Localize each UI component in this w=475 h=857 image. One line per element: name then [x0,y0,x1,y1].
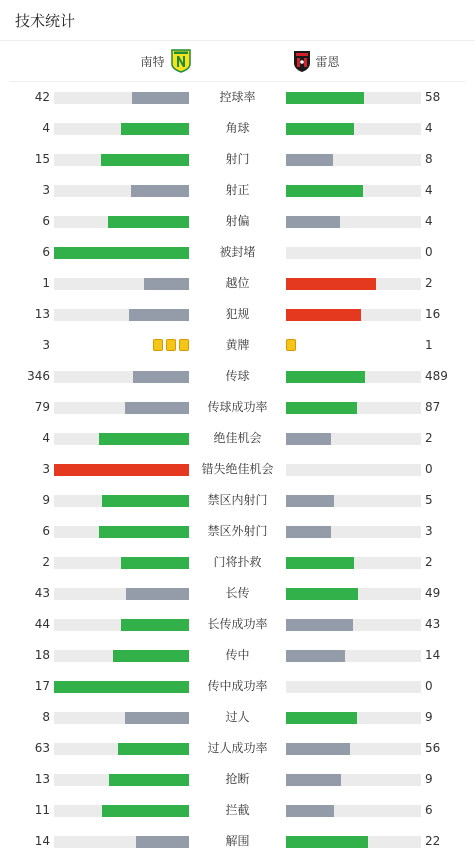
away-stat-value: 9 [425,710,433,724]
home-stat-value: 79 [34,400,50,414]
home-bar-track [54,743,189,755]
away-stat-value: 6 [425,803,433,817]
away-stat-value: 2 [425,276,433,290]
stat-label: 传球成功率 [207,400,268,414]
home-bar-track [54,402,189,414]
stat-row [0,609,475,640]
home-stat-value: 11 [34,803,50,817]
away-bar-track [286,681,421,693]
teams-header [10,41,465,82]
stat-row [0,733,475,764]
away-stat-value: 4 [425,121,433,135]
away-team[interactable] [292,41,340,81]
away-bar-track [286,619,421,631]
home-bar-fill [133,371,189,383]
home-stat-value: 63 [34,741,50,755]
home-bar-fill [121,557,189,569]
away-bar-track [286,92,421,104]
away-bar-track [286,805,421,817]
stat-label: 绝佳机会 [213,431,262,445]
home-bar-track [54,216,189,228]
home-stat-value: 17 [34,679,50,693]
home-bar-track [54,526,189,538]
home-bar-fill [101,154,189,166]
home-stat-value: 3 [42,338,50,352]
home-bar-fill [99,526,189,538]
home-bar-fill [144,278,189,290]
stat-row [0,175,475,206]
stat-label: 禁区外射门 [207,524,268,538]
home-bar-track [54,309,189,321]
home-bar-track [54,836,189,848]
away-stat-value: 49 [425,586,441,600]
home-stat-value: 13 [34,772,50,786]
home-stat-value: 4 [42,121,50,135]
away-bar-fill [286,154,333,166]
stat-row [0,547,475,578]
home-bar-track [54,123,189,135]
home-bar-track [54,278,189,290]
away-bar-fill [286,650,345,662]
stat-label: 越位 [225,276,250,290]
home-team[interactable] [140,41,190,81]
home-bar-track [54,774,189,786]
away-stat-value: 43 [425,617,441,631]
home-stat-value: 14 [34,834,50,848]
home-stat-value: 3 [42,462,50,476]
yellow-card-icon [153,339,163,351]
stat-row [0,361,475,392]
home-bar-fill [126,588,189,600]
away-bar-track [286,712,421,724]
away-team-name: 雷恩 [315,54,340,69]
stat-label: 角球 [225,121,250,135]
away-stat-value: 14 [425,648,441,662]
home-stat-value: 9 [42,493,50,507]
away-bar-track [286,743,421,755]
away-bar-fill [286,92,364,104]
home-stat-value: 6 [42,245,50,259]
home-yellow-cards [153,339,189,353]
home-stat-value: 346 [27,369,50,383]
stat-row [0,671,475,702]
home-bar-fill [54,247,189,259]
stat-label: 错失绝佳机会 [201,462,274,476]
home-bar-track [54,433,189,445]
home-bar-track [54,557,189,569]
stat-label: 黄牌 [225,338,250,352]
home-bar-fill [102,805,189,817]
home-bar-track [54,154,189,166]
home-bar-track [54,712,189,724]
home-stat-value: 44 [34,617,50,631]
away-stat-value: 87 [425,400,441,414]
away-bar-fill [286,216,340,228]
away-bar-fill [286,526,331,538]
stat-row [0,392,475,423]
home-bar-track [54,185,189,197]
home-bar-fill [102,495,189,507]
home-bar-fill [132,92,189,104]
away-bar-track [286,154,421,166]
stat-row [0,454,475,485]
away-bar-track [286,216,421,228]
home-stat-value: 13 [34,307,50,321]
home-bar-track [54,371,189,383]
away-bar-track [286,836,421,848]
stat-row [0,82,475,113]
home-bar-track [54,247,189,259]
stat-row [0,485,475,516]
away-bar-fill [286,619,353,631]
stat-row [0,237,475,268]
away-stat-value: 9 [425,772,433,786]
home-bar-track [54,92,189,104]
home-bar-fill [136,836,189,848]
stat-row [0,640,475,671]
away-stat-value: 1 [425,338,433,352]
away-stat-value: 58 [425,90,441,104]
stat-label: 传中 [225,648,250,662]
home-bar-fill [99,433,189,445]
yellow-card-icon [166,339,176,351]
away-bar-fill [286,402,357,414]
away-stat-value: 2 [425,431,433,445]
away-stat-value: 0 [425,245,433,259]
home-stat-value: 8 [42,710,50,724]
stat-row [0,826,475,857]
stat-row [0,795,475,826]
stat-row [0,144,475,175]
away-bar-fill [286,123,354,135]
stat-row [0,268,475,299]
away-stat-value: 4 [425,183,433,197]
home-stat-value: 3 [42,183,50,197]
away-bar-fill [286,495,334,507]
page-title: 技术统计 [15,11,76,30]
stat-label: 射偏 [225,214,250,228]
home-bar-fill [121,123,189,135]
stat-label: 门将扑救 [213,555,262,569]
away-bar-track [286,464,421,476]
stat-label: 射正 [225,183,250,197]
home-bar-track [54,619,189,631]
home-stat-value: 2 [42,555,50,569]
away-bar-fill [286,774,341,786]
away-bar-track [286,309,421,321]
away-bar-track [286,588,421,600]
away-stat-value: 56 [425,741,441,755]
home-stat-value: 6 [42,524,50,538]
home-bar-track [54,805,189,817]
away-stat-value: 0 [425,679,433,693]
away-bar-track [286,371,421,383]
home-bar-fill [113,650,189,662]
home-bar-track [54,464,189,476]
stat-label: 禁区内射门 [207,493,268,507]
away-bar-fill [286,805,334,817]
away-bar-track [286,774,421,786]
home-bar-fill [121,619,189,631]
stat-row [0,330,475,361]
home-team-name: 南特 [140,54,165,69]
home-bar-track [54,650,189,662]
stat-row [0,423,475,454]
stat-label: 过人成功率 [207,741,268,755]
away-bar-track [286,185,421,197]
stat-label: 解围 [225,834,250,848]
away-bar-fill [286,743,350,755]
away-stat-value: 22 [425,834,441,848]
away-bar-track [286,557,421,569]
away-stat-value: 2 [425,555,433,569]
stat-label: 传中成功率 [207,679,268,693]
away-stat-value: 0 [425,462,433,476]
home-stat-value: 43 [34,586,50,600]
away-bar-track [286,247,421,259]
yellow-card-icon [179,339,189,351]
away-bar-fill [286,309,361,321]
stat-row [0,516,475,547]
home-bar-fill [109,774,189,786]
home-bar-fill [129,309,189,321]
away-bar-track [286,650,421,662]
away-bar-track [286,495,421,507]
yellow-card-icon [286,339,296,351]
away-bar-fill [286,712,357,724]
home-bar-fill [118,743,189,755]
away-bar-fill [286,433,331,445]
home-stat-value: 4 [42,431,50,445]
stat-row [0,206,475,237]
home-stat-value: 1 [42,276,50,290]
away-bar-track [286,526,421,538]
stat-label: 抢断 [225,772,250,786]
away-bar-track [286,123,421,135]
stat-label: 传球 [225,369,250,383]
home-stat-value: 18 [34,648,50,662]
home-bar-track [54,495,189,507]
stat-row [0,578,475,609]
stat-label: 拦截 [225,803,250,817]
home-stat-value: 15 [34,152,50,166]
home-bar-fill [54,464,189,476]
away-stat-value: 489 [425,369,448,383]
rennes-crest-icon [292,49,312,73]
away-bar-fill [286,371,365,383]
away-bar-track [286,433,421,445]
home-bar-fill [131,185,189,197]
section-header [0,0,475,41]
stat-label: 过人 [225,710,250,724]
away-stat-value: 3 [425,524,433,538]
stat-label: 被封堵 [219,245,256,259]
away-yellow-cards [286,339,296,353]
stat-row [0,764,475,795]
stat-label: 犯规 [225,307,250,321]
stat-row [0,702,475,733]
stats-list [0,82,475,857]
stat-label: 射门 [225,152,250,166]
home-bar-fill [125,712,189,724]
home-bar-fill [108,216,189,228]
stat-label: 控球率 [219,90,256,104]
home-bar-track [54,588,189,600]
home-stat-value: 42 [34,90,50,104]
nantes-crest-icon [171,49,191,73]
home-bar-fill [54,681,189,693]
stat-row [0,299,475,330]
stat-row [0,113,475,144]
stat-label: 长传 [225,586,250,600]
away-stat-value: 5 [425,493,433,507]
away-stat-value: 8 [425,152,433,166]
away-stat-value: 16 [425,307,441,321]
home-bar-fill [125,402,189,414]
away-bar-track [286,402,421,414]
home-stat-value: 6 [42,214,50,228]
away-bar-fill [286,836,368,848]
away-bar-fill [286,278,376,290]
away-bar-fill [286,588,358,600]
away-bar-fill [286,557,354,569]
stat-label: 长传成功率 [207,617,268,631]
away-bar-fill [286,185,363,197]
home-bar-track [54,681,189,693]
away-stat-value: 4 [425,214,433,228]
away-bar-track [286,278,421,290]
